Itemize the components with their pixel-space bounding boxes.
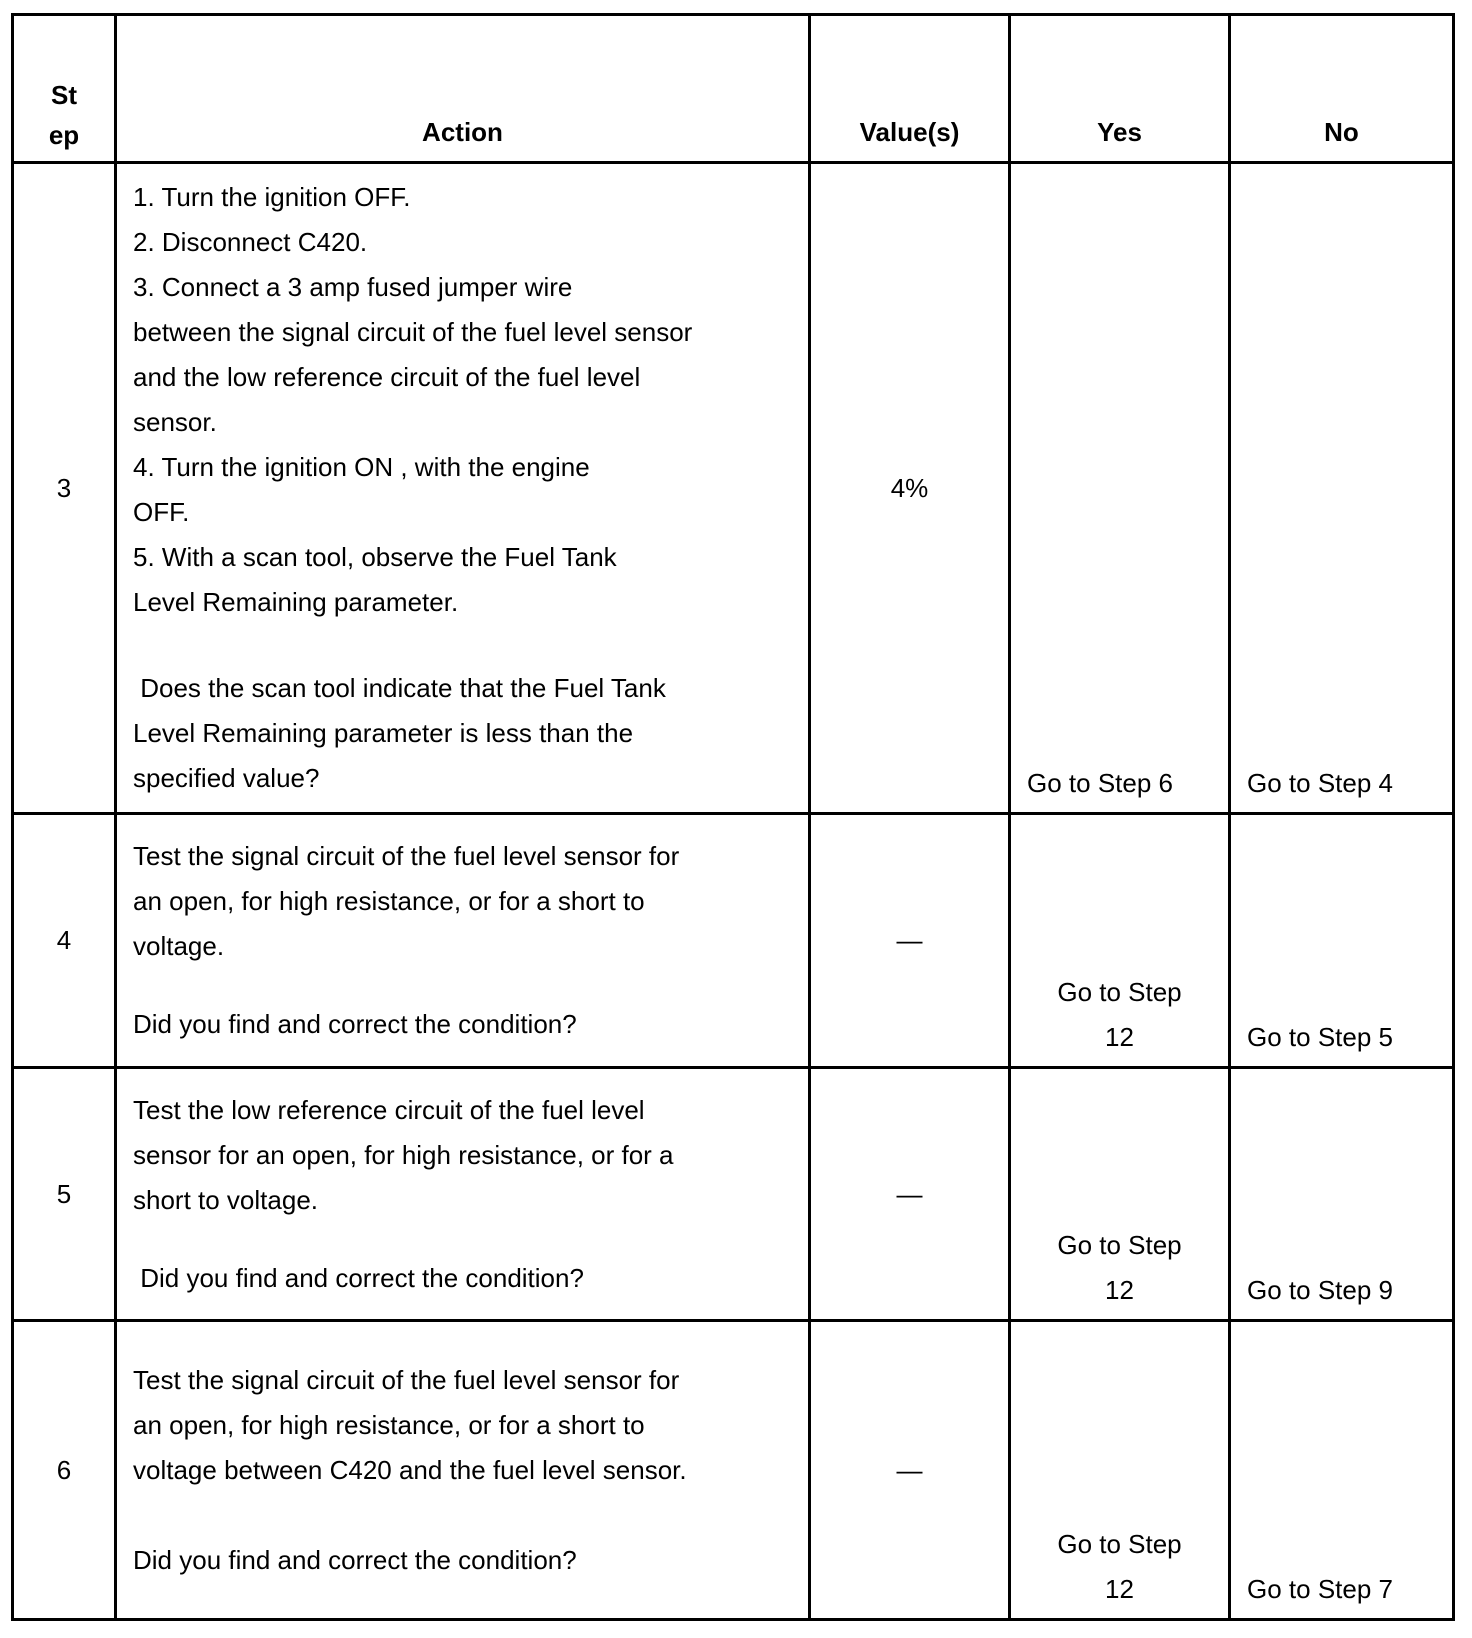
diagnostic-table (11, 13, 1455, 1621)
yes-line2: 12 (1105, 1022, 1134, 1052)
yes-line2: 12 (1105, 1275, 1134, 1305)
question-line: Did you find and correct the condition? (133, 1009, 577, 1039)
no-cell: Go to Step 9 (1230, 1068, 1454, 1321)
yes-cell (1010, 1321, 1230, 1620)
yes-stack (1057, 970, 1181, 1060)
spacer (133, 1493, 792, 1538)
table-row (13, 1321, 1454, 1620)
no-cell: Go to Step 5 (1230, 814, 1454, 1068)
value-cell: — (810, 1068, 1010, 1321)
action-line: Test the low reference circuit of the fuel level (133, 1094, 645, 1125)
header-values: Value(s) (810, 15, 1010, 163)
yes-line1: Go to Step (1057, 1230, 1182, 1260)
action-line: an open, for high resistance, or for a short to (133, 886, 645, 916)
header-no: No (1230, 15, 1454, 163)
step-number: 3 (13, 163, 116, 814)
value-cell: — (810, 814, 1010, 1068)
action-line: and the low reference circuit of the fuel level (133, 362, 641, 392)
header-row (13, 15, 1454, 163)
action-cell (116, 163, 810, 814)
action-cell (116, 1068, 810, 1321)
action-line: sensor. (133, 407, 217, 437)
action-line: OFF. (133, 497, 190, 527)
value-cell: — (810, 1321, 1010, 1620)
no-cell: Go to Step 4 (1230, 163, 1454, 814)
action-line: 5. With a scan tool, observe the Fuel Tank (133, 542, 617, 572)
action-cell (116, 814, 810, 1068)
value-cell: 4% (810, 163, 1010, 814)
no-cell: Go to Step 7 (1230, 1321, 1454, 1620)
action-line: voltage between C420 and the fuel level sensor. (133, 1454, 687, 1485)
question-line: Does the scan tool indicate that the Fuel Tank (133, 673, 666, 703)
yes-stack (1057, 1522, 1181, 1612)
header-action: Action (116, 15, 810, 163)
question-line: specified value? (133, 763, 320, 793)
action-line: between the signal circuit of the fuel level sensor (133, 317, 693, 347)
step-number: 4 (13, 814, 116, 1068)
spacer (133, 625, 792, 666)
action-line: short to voltage. (133, 1184, 318, 1215)
action-line: Level Remaining parameter. (133, 587, 459, 617)
action-line: 1. Turn the ignition OFF. (133, 182, 411, 212)
header-step-line1: St (51, 80, 77, 110)
action-line: 2. Disconnect C420. (133, 227, 368, 257)
action-line: 4. Turn the ignition ON , with the engine (133, 452, 590, 482)
action-cell (116, 1321, 810, 1620)
yes-cell: Go to Step 6 (1010, 163, 1230, 814)
question-line: Level Remaining parameter is less than the (133, 718, 634, 748)
action-line: an open, for high resistance, or for a short to (133, 1409, 645, 1440)
step-number: 6 (13, 1321, 116, 1620)
question-line: Did you find and correct the condition? (133, 1262, 584, 1293)
table-row (13, 814, 1454, 1068)
step-number: 5 (13, 1068, 116, 1321)
yes-line2: 12 (1105, 1574, 1134, 1604)
action-line: voltage. (133, 931, 225, 961)
yes-stack (1057, 1223, 1181, 1313)
action-line: sensor for an open, for high resistance, or for a (133, 1139, 674, 1170)
header-step-line2: ep (48, 120, 80, 150)
header-step (13, 15, 116, 163)
yes-cell (1010, 814, 1230, 1068)
question-line: Did you find and correct the condition? (133, 1544, 577, 1575)
table-row (13, 163, 1454, 814)
action-line: Test the signal circuit of the fuel level sensor for (133, 841, 680, 871)
action-line: 3. Connect a 3 amp fused jumper wire (133, 272, 573, 302)
spacer (133, 969, 792, 1002)
yes-line1: Go to Step (1057, 1529, 1182, 1559)
table-row (13, 1068, 1454, 1321)
yes-cell (1010, 1068, 1230, 1321)
action-line: Test the signal circuit of the fuel level sensor for (133, 1364, 680, 1395)
header-yes: Yes (1010, 15, 1230, 163)
spacer (133, 1223, 792, 1256)
yes-line1: Go to Step (1057, 977, 1182, 1007)
